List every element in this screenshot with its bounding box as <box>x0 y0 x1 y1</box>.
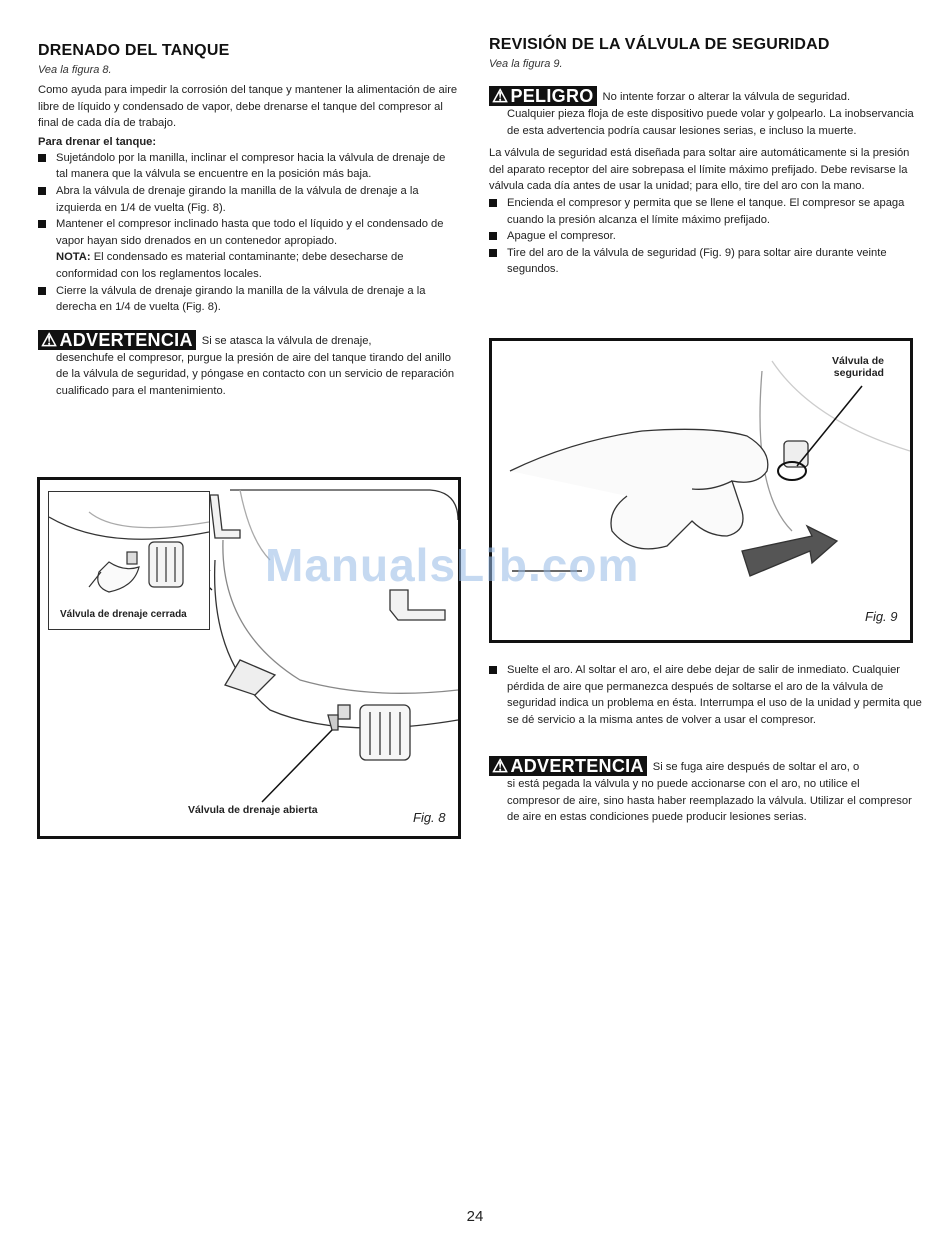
safety-valve-illustration <box>492 341 910 640</box>
list-item: Suelte el aro. Al soltar el aro, el aire debe dejar de salir de inmediato. Cualquier pérdida de aire que permanezca después de soltarse el aro de la válvula de seguridad indica un problema en ésta. Interrumpa el uso de la unidad y permita que se dé servicio a la misma antes de volver a usar el compresor. <box>489 662 933 728</box>
safety-valve-label-line1: Válvula de <box>832 355 884 367</box>
list-item: Mantener el compresor inclinado hasta que todo el líquido y el condensado de vapor hayan sido drenados en un contenedor apropiado. <box>38 216 460 249</box>
warning-triangle-icon: ⚠ <box>492 86 509 106</box>
page-number: 24 <box>466 1208 484 1225</box>
safety-valve-label <box>832 355 884 379</box>
figure-9 <box>489 338 913 643</box>
right-column <box>489 0 922 824</box>
figure-caption: Fig. 9 <box>865 609 898 624</box>
list-item: Sujetándolo por la manilla, inclinar el compresor hacia la válvula de drenaje de tal manera que la válvula se encuentre en la posición más baja. <box>38 150 460 183</box>
warning-first-line: Si se fuga aire después de soltar el aro, o <box>652 761 860 773</box>
safety-valve-label-line2: seguridad <box>833 367 884 379</box>
warning-triangle-icon: ⚠ <box>492 756 509 776</box>
intro-paragraph: Como ayuda para impedir la corrosión del tanque y mantener la alimentación de aire libre de líquido y condensado de vapor, debe drenarse el tanque del compresor al final de cada día de trabajo. <box>38 84 458 130</box>
figure-8 <box>37 477 461 839</box>
warning-first-line: Si se atasca la válvula de drenaje, <box>201 334 372 347</box>
danger-text: Cualquier pieza floja de este dispositivo puede volar y golpearlo. La inobservancia de esta advertencia podría causar lesiones serias, e incluso la muerte. <box>507 108 914 137</box>
warning-badge <box>489 756 647 776</box>
list-item: Cierre la válvula de drenaje girando la manilla de la válvula de drenaje a la derecha en 1/4 de vuelta (Fig. 8). <box>38 283 460 316</box>
figure-reference: Vea la figura 8. <box>38 64 112 76</box>
watermark: ManualsLib.com <box>265 539 640 591</box>
note <box>38 249 460 282</box>
inset-label: Válvula de drenaje cerrada <box>60 609 187 620</box>
note-label: NOTA: <box>56 251 91 264</box>
note-text: El condensado es material contaminante; debe desecharse de conformidad con los reglamentos locales. <box>56 251 404 280</box>
list-item: Abra la válvula de drenaje girando la manilla de la válvula de drenaje a la izquierda en 1/4 de vuelta (Fig. 8). <box>38 183 460 216</box>
warning-block <box>489 756 915 826</box>
figure-reference: Vea la figura 9. <box>489 58 563 70</box>
intro-paragraph: La válvula de seguridad está diseñada para soltar aire automáticamente si la presión del aparato receptor del aire sobrepasa el límite máximo prefijado. Debe revisarse la válvula cada día antes de usar la unidad; para ello, tire del aro con la mano. <box>489 147 910 193</box>
danger-first-line: No intente forzar o alterar la válvula de seguridad. <box>602 91 851 103</box>
warning-text: si está pegada la válvula y no puede accionarse con el aro, no utilice el compresor de aire, sino hasta haber reemplazado la válvula. Utilizar el compresor de aire en estas condiciones puede producir lesiones serias. <box>507 778 912 824</box>
figure-caption: Fig. 8 <box>413 810 446 825</box>
left-column <box>38 0 460 400</box>
warning-block <box>38 330 460 400</box>
list-item: Apague el compresor. <box>489 228 915 245</box>
figure-inset-closed-valve <box>48 491 210 630</box>
drain-valve-open-label: Válvula de drenaje abierta <box>188 804 318 816</box>
warning-badge-text: ADVERTENCIA <box>59 329 193 350</box>
list-item: Tire del aro de la válvula de seguridad (Fig. 9) para soltar aire durante veinte segundos. <box>489 245 915 278</box>
warning-badge-text: ADVERTENCIA <box>510 756 644 776</box>
subheading: Para drenar el tanque: <box>38 135 157 148</box>
section-title-drain: DRENADO DEL TANQUE <box>38 42 230 59</box>
closed-drain-valve-illustration <box>49 492 209 607</box>
danger-badge-text: PELIGRO <box>510 86 594 106</box>
warning-triangle-icon: ⚠ <box>41 329 58 350</box>
warning-badge <box>38 330 196 350</box>
warning-text: desenchufe el compresor, purgue la presión de aire del tanque tirando del anillo de la válvula de seguridad, y póngase en contacto con un servicio de reparación cualificado para el mantenimiento. <box>56 351 455 397</box>
list-item: Encienda el compresor y permita que se llene el tanque. El compresor se apaga cuando la presión alcanza el límite máximo prefijado. <box>489 195 915 228</box>
danger-block <box>489 86 915 139</box>
section-title-safety-valve: REVISIÓN DE LA VÁLVULA DE SEGURIDAD <box>489 36 830 53</box>
danger-badge <box>489 86 597 106</box>
